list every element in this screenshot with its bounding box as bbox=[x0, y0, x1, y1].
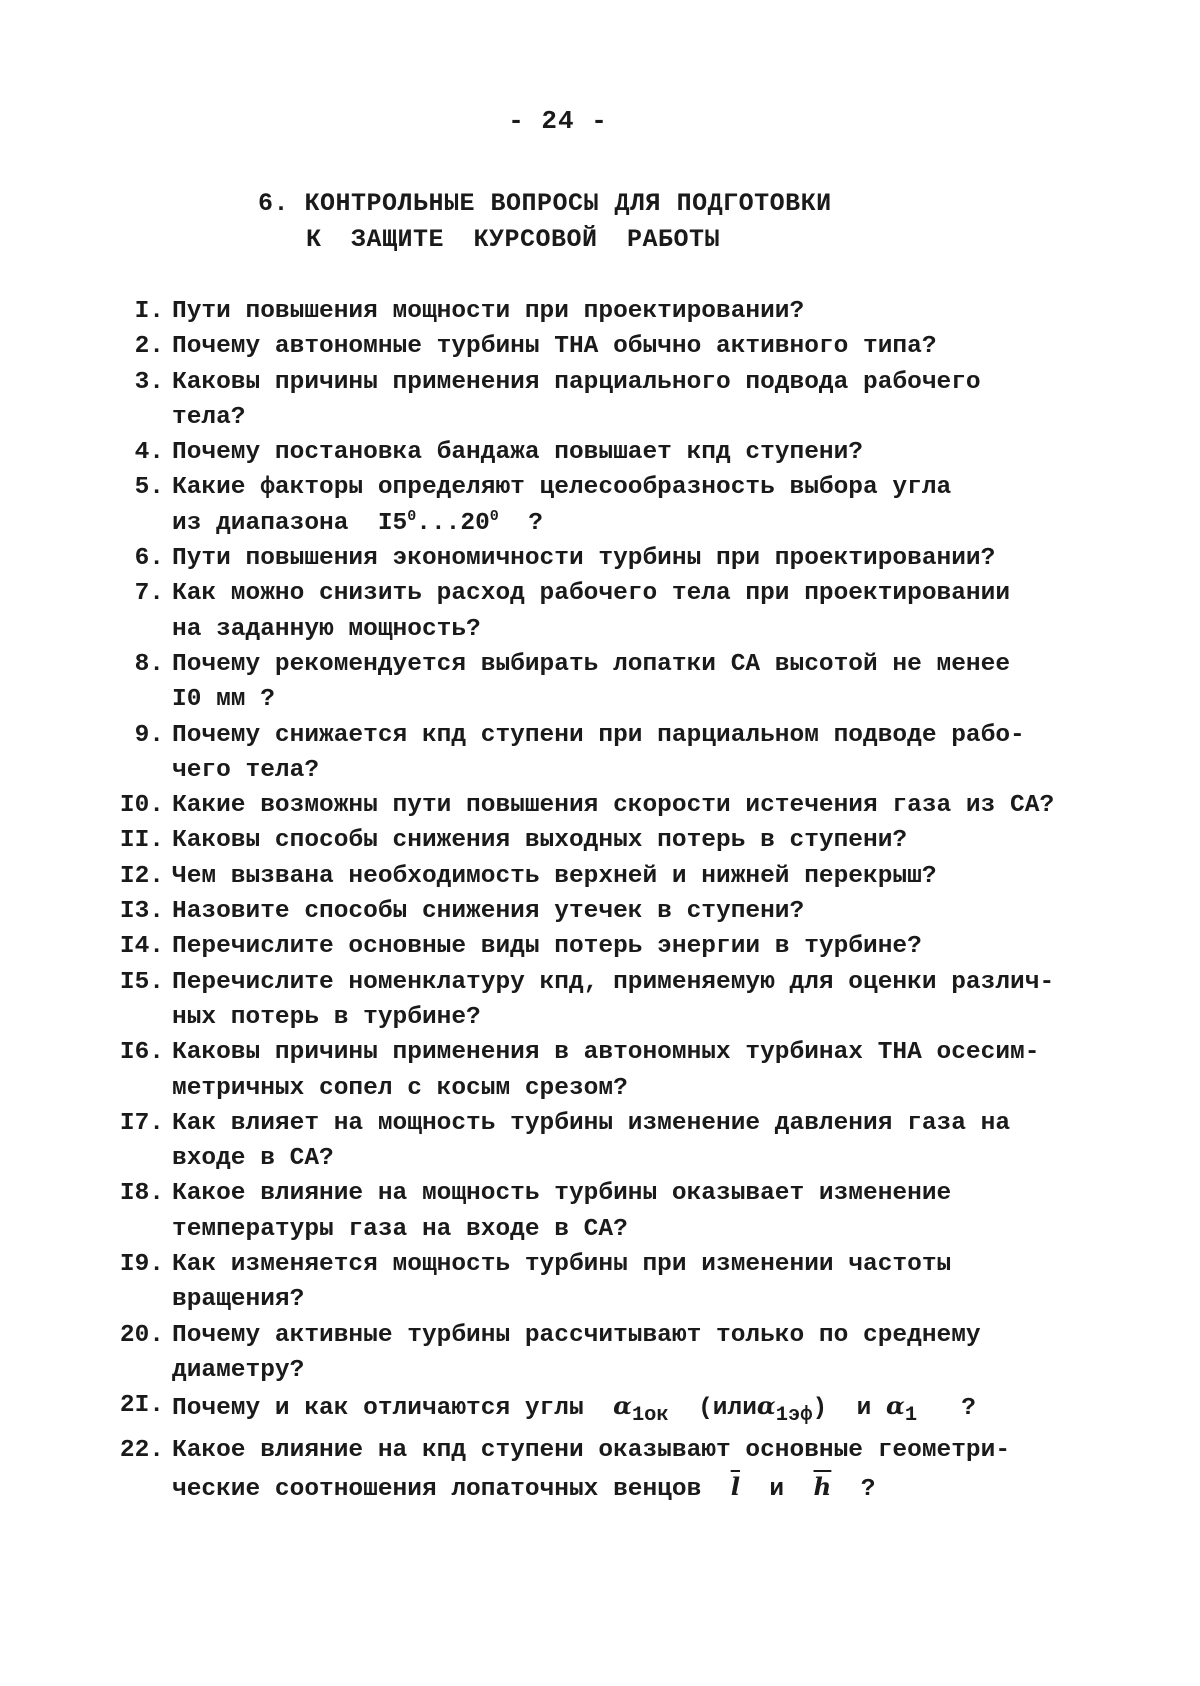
question-text: Каковы причины применения парциального подвода рабочего bbox=[172, 368, 981, 396]
question-item bbox=[112, 859, 1072, 894]
question-mark: ? bbox=[961, 1395, 976, 1423]
heading-line-2: К ЗАЩИТЕ КУРСОВОЙ РАБОТЫ bbox=[306, 225, 721, 254]
question-text: Как влияет на мощность турбины изменение давления газа на bbox=[172, 1109, 1011, 1137]
question-text-continued bbox=[172, 1469, 1072, 1507]
question-item bbox=[112, 1318, 1072, 1389]
question-text bbox=[172, 1388, 1072, 1433]
question-number: 5. bbox=[134, 474, 164, 502]
question-text-continued: температуры газа на входе в СА? bbox=[172, 1215, 628, 1243]
question-text-continued: I0 мм ? bbox=[172, 686, 275, 714]
question-item bbox=[112, 1388, 1072, 1433]
or-text: (или bbox=[698, 1395, 757, 1423]
and-text: ) и bbox=[812, 1395, 872, 1423]
question-number: I0. bbox=[119, 792, 164, 820]
question-text-continued bbox=[172, 506, 1072, 541]
question-number: I8. bbox=[119, 1180, 164, 1208]
alpha-symbol: α bbox=[613, 1391, 632, 1421]
question-text: Перечислите номенклатуру кпд, применяемую для оценки различ- bbox=[172, 968, 1055, 996]
question-item bbox=[112, 718, 1072, 789]
question-item bbox=[112, 470, 1072, 541]
degree-sup: 0 bbox=[407, 507, 417, 525]
question-number: 22. bbox=[119, 1437, 164, 1465]
question-text: Почему постановка бандажа повышает кпд ступени? bbox=[172, 439, 864, 467]
question-number: 3. bbox=[134, 368, 164, 396]
question-text-main: ческие соотношения лопаточных венцов bbox=[172, 1475, 702, 1503]
question-mark: ? bbox=[498, 509, 543, 537]
and-text: и bbox=[769, 1475, 785, 1503]
question-text-continued: метричных сопел с косым срезом? bbox=[172, 1074, 628, 1102]
section-heading bbox=[258, 186, 832, 258]
question-number: I5. bbox=[119, 968, 164, 996]
question-item bbox=[112, 788, 1072, 823]
question-text: Перечислите основные виды потерь энергии в турбине? bbox=[172, 933, 922, 961]
question-item bbox=[112, 541, 1072, 576]
question-item bbox=[112, 435, 1072, 470]
range-text: из диапазона I5 bbox=[172, 509, 408, 537]
question-text: Как изменяется мощность турбины при изменении частоты bbox=[172, 1251, 952, 1279]
question-text-main: Почему и как отличаются углы bbox=[172, 1395, 584, 1423]
question-item bbox=[112, 1433, 1072, 1507]
question-item bbox=[112, 894, 1072, 929]
alpha-subscript: 1ок bbox=[631, 1404, 669, 1428]
question-number: I3. bbox=[119, 898, 164, 926]
question-list bbox=[112, 294, 1072, 1507]
alpha-subscript: 1эф bbox=[775, 1404, 813, 1428]
question-item bbox=[112, 1247, 1072, 1318]
question-text: Назовите способы снижения утечек в ступени? bbox=[172, 898, 805, 926]
alpha-subscript: 1 bbox=[904, 1404, 918, 1428]
question-item bbox=[112, 365, 1072, 436]
question-item bbox=[112, 823, 1072, 858]
degree-sup: 0 bbox=[489, 507, 499, 525]
question-text: Какие возможны пути повышения скорости истечения газа из СА? bbox=[172, 792, 1055, 820]
question-text: Каковы способы снижения выходных потерь в ступени? bbox=[172, 827, 908, 855]
question-number: I9. bbox=[119, 1251, 164, 1279]
question-item bbox=[112, 1176, 1072, 1247]
question-text: Почему снижается кпд ступени при парциальном подводе рабо- bbox=[172, 721, 1025, 749]
question-number: I. bbox=[134, 298, 164, 325]
question-number: I2. bbox=[119, 862, 164, 890]
question-text: Почему активные турбины рассчитывают только по среднему bbox=[172, 1321, 981, 1349]
alpha-symbol: α bbox=[756, 1391, 776, 1421]
question-text: Пути повышения мощности при проектировании? bbox=[172, 298, 805, 325]
question-item bbox=[112, 1035, 1072, 1106]
question-text-continued: входе в СА? bbox=[172, 1145, 334, 1173]
page-number: - 24 - bbox=[508, 106, 608, 136]
question-text: Какие факторы определяют целесообразность выбора угла bbox=[172, 474, 952, 502]
question-number: 2. bbox=[134, 333, 164, 361]
question-text-continued: ных потерь в турбине? bbox=[172, 1003, 481, 1031]
h-bar-symbol: $\overline{h}$ bbox=[813, 1471, 832, 1501]
question-number: 8. bbox=[134, 650, 164, 678]
question-mark: ? bbox=[860, 1475, 876, 1503]
question-number: II. bbox=[119, 827, 164, 855]
question-text-continued: вращения? bbox=[172, 1286, 305, 1314]
question-text: Какое влияние на кпд ступени оказывают основные геометри- bbox=[172, 1437, 1011, 1465]
question-item bbox=[112, 576, 1072, 647]
question-item bbox=[112, 294, 1072, 329]
question-text-continued: тела? bbox=[172, 403, 246, 431]
question-item bbox=[112, 1106, 1072, 1177]
question-item bbox=[112, 329, 1072, 364]
l-bar-symbol: $\overline{l}$ bbox=[730, 1471, 741, 1501]
question-number: 20. bbox=[119, 1321, 164, 1349]
question-text-continued: диаметру? bbox=[172, 1356, 305, 1384]
question-text: Какое влияние на мощность турбины оказывает изменение bbox=[172, 1180, 952, 1208]
question-text: Пути повышения экономичности турбины при проектировании? bbox=[172, 545, 996, 573]
question-item bbox=[112, 647, 1072, 718]
question-text: Как можно снизить расход рабочего тела при проектировании bbox=[172, 580, 1011, 608]
alpha-symbol: α bbox=[886, 1391, 905, 1421]
question-text: Каковы причины применения в автономных турбинах ТНА осесим- bbox=[172, 1039, 1040, 1067]
question-number: 2I. bbox=[119, 1392, 164, 1420]
question-number: 7. bbox=[134, 580, 164, 608]
question-text-continued: чего тела? bbox=[172, 756, 320, 784]
question-number: I6. bbox=[119, 1039, 164, 1067]
question-text: Чем вызвана необходимость верхней и нижней перекрыш? bbox=[172, 862, 937, 890]
heading-line-1: 6. КОНТРОЛЬНЫЕ ВОПРОСЫ ДЛЯ ПОДГОТОВКИ bbox=[258, 189, 832, 218]
range-text-end: ...20 bbox=[416, 509, 490, 537]
question-number: 9. bbox=[134, 721, 164, 749]
question-text-continued: на заданную мощность? bbox=[172, 615, 481, 643]
question-text: Почему автономные турбины ТНА обычно активного типа? bbox=[172, 333, 937, 361]
question-item bbox=[112, 929, 1072, 964]
question-number: 4. bbox=[134, 439, 164, 467]
question-number: I7. bbox=[119, 1109, 164, 1137]
question-number: 6. bbox=[134, 545, 164, 573]
question-text: Почему рекомендуется выбирать лопатки СА высотой не менее bbox=[172, 650, 1011, 678]
question-item bbox=[112, 965, 1072, 1036]
question-number: I4. bbox=[119, 933, 164, 961]
